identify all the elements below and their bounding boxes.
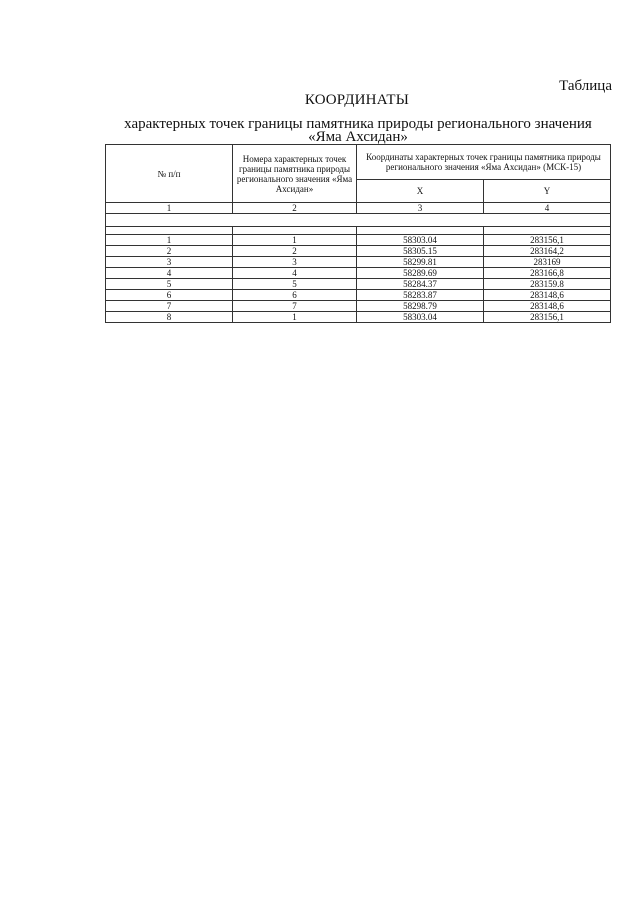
table-row — [106, 257, 611, 268]
cell-x: 58303.04 — [357, 312, 484, 323]
header-point-numbers: Номера характерных точек границы памятника природы регионального значения «Яма Ахсидан» — [233, 145, 357, 203]
table-row — [106, 301, 611, 312]
cell-x: 58303.04 — [357, 235, 484, 246]
cell-y: 283156,1 — [484, 312, 611, 323]
cell-y: 283166,8 — [484, 268, 611, 279]
document-title: КООРДИНАТЫ — [304, 92, 410, 108]
cell-y: 283169 — [484, 257, 611, 268]
cell-num: 5 — [106, 279, 233, 290]
cell-point: 4 — [233, 268, 357, 279]
cell-x: 58299.81 — [357, 257, 484, 268]
spacer-row — [106, 227, 611, 235]
cell-point: 1 — [233, 235, 357, 246]
cell-x: 58298.79 — [357, 301, 484, 312]
header-coords: Координаты характерных точек границы памятника природы регионального значения «Яма Ахсидан» (МСК-15) — [357, 145, 611, 180]
cell-point: 5 — [233, 279, 357, 290]
cell-x: 58284.37 — [357, 279, 484, 290]
subtitle-line-2: «Яма Ахсидан» — [308, 129, 408, 145]
cell-y: 283159.8 — [484, 279, 611, 290]
spacer-cell — [484, 227, 611, 235]
table-row — [106, 268, 611, 279]
spacer-cell — [233, 227, 357, 235]
cell-num: 1 — [106, 235, 233, 246]
cell-num: 6 — [106, 290, 233, 301]
document-subtitle — [106, 118, 610, 144]
cell-point: 3 — [233, 257, 357, 268]
column-index-cell: 4 — [484, 203, 611, 214]
column-index-cell: 3 — [357, 203, 484, 214]
cell-point: 2 — [233, 246, 357, 257]
spacer-cell — [357, 227, 484, 235]
table-row — [106, 235, 611, 246]
cell-num: 3 — [106, 257, 233, 268]
column-index-cell: 2 — [233, 203, 357, 214]
table-row — [106, 290, 611, 301]
column-index-cell: 1 — [106, 203, 233, 214]
table-row — [106, 312, 611, 323]
cell-point: 7 — [233, 301, 357, 312]
cell-num: 4 — [106, 268, 233, 279]
blank-cell — [106, 214, 611, 227]
header-x: X — [357, 180, 484, 203]
cell-y: 283148,6 — [484, 301, 611, 312]
cell-y: 283148,6 — [484, 290, 611, 301]
cell-point: 1 — [233, 312, 357, 323]
subtitle-line-1: характерных точек границы памятника природы регионального значения — [124, 116, 592, 132]
blank-row — [106, 214, 611, 227]
cell-x: 58305.15 — [357, 246, 484, 257]
column-index-row — [106, 203, 611, 214]
cell-y: 283156,1 — [484, 235, 611, 246]
cell-x: 58289.69 — [357, 268, 484, 279]
header-y: Y — [484, 180, 611, 203]
cell-num: 2 — [106, 246, 233, 257]
cell-num: 7 — [106, 301, 233, 312]
table-row — [106, 279, 611, 290]
cell-num: 8 — [106, 312, 233, 323]
cell-y: 283164,2 — [484, 246, 611, 257]
cell-point: 6 — [233, 290, 357, 301]
cell-x: 58283.87 — [357, 290, 484, 301]
table-label: Таблица — [559, 78, 612, 94]
table-row — [106, 246, 611, 257]
spacer-cell — [106, 227, 233, 235]
header-num: № п/п — [106, 145, 233, 203]
coordinates-table — [105, 144, 611, 323]
